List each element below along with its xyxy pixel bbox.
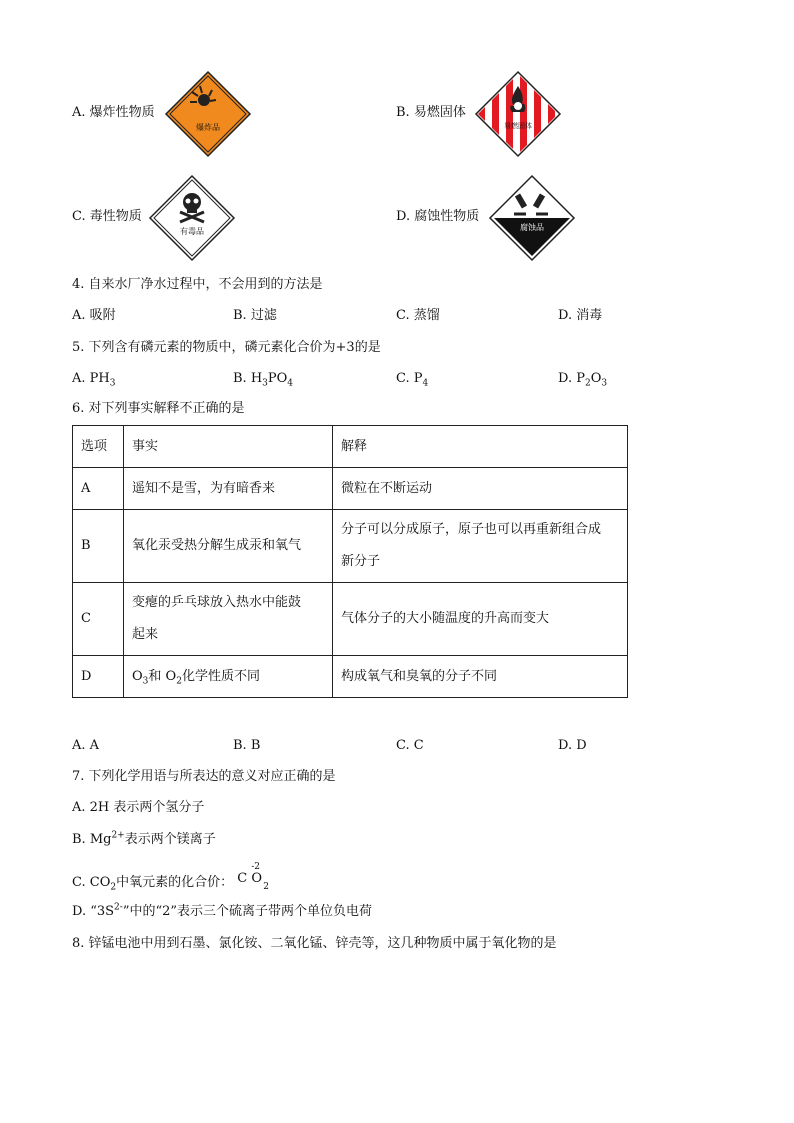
q5-option-b: B. $H_3PO_4$ <box>233 371 294 389</box>
table-row <box>73 468 628 510</box>
facts-table <box>72 425 628 698</box>
row-option: A <box>73 468 124 510</box>
row-explain: 分子可以分成原子，原子也可以再重新组合成 新分子 <box>333 510 628 583</box>
q4-option-b: B. 过滤 <box>233 308 277 323</box>
explosive-sign-icon <box>164 70 252 158</box>
valence-formula: -2 C O 2 <box>237 862 269 892</box>
row-fact: 变瘪的乒乓球放入热水中能鼓 起来 <box>124 583 333 656</box>
question-8: 8. 锌锰电池中用到石墨、氯化铵、二氧化锰、锌壳等，这几种物质中属于氧化物的是 <box>72 936 557 951</box>
flammable-sign-text: 易燃固体 <box>504 122 532 130</box>
option-d-label: D. 腐蚀性物质 <box>396 209 480 224</box>
header-explain: 解释 <box>333 426 628 468</box>
question-4: 4. 自来水厂净水过程中，不会用到的方法是 <box>72 277 323 292</box>
row-explain: 微粒在不断运动 <box>333 468 628 510</box>
corrosive-sign-text: 腐蚀品 <box>520 223 544 232</box>
explosive-sign-text: 爆炸品 <box>196 123 220 132</box>
q7-option-d: D. “$3S^{2-}$”中的“2”表示三个硫离子带两个单位负电荷 <box>72 902 373 919</box>
q4-option-d: D. 消毒 <box>558 308 603 323</box>
question-7: 7. 下列化学用语与所表达的意义对应正确的是 <box>72 769 336 784</box>
q6-option-a: A. A <box>72 738 100 753</box>
question-6: 6. 对下列事实解释不正确的是 <box>72 401 245 416</box>
q5-option-a: A. $PH_3$ <box>72 371 116 389</box>
q6-option-c: C. C <box>396 738 424 753</box>
row-option: C <box>73 583 124 656</box>
row-fact: 氧化汞受热分解生成汞和氧气 <box>124 510 333 583</box>
option-c-label: C. 毒性物质 <box>72 209 142 224</box>
option-b-label: B. 易燃固体 <box>396 105 466 120</box>
q6-option-d: D. D <box>558 738 587 753</box>
table-header-row <box>73 426 628 468</box>
row-fact: $O_3$和 $O_2$化学性质不同 <box>124 656 333 698</box>
table-row <box>73 583 628 656</box>
flammable-solid-sign-icon <box>474 70 562 158</box>
q4-option-a: A. 吸附 <box>72 308 116 323</box>
option-a-label: A. 爆炸性物质 <box>72 105 155 120</box>
q5-option-c: C. $P_4$ <box>396 371 429 389</box>
row-fact: 遥知不是雪，为有暗香来 <box>124 468 333 510</box>
toxic-sign-icon <box>148 174 236 262</box>
q7-option-a: A. 2H 表示两个氢分子 <box>72 800 205 815</box>
table-row <box>73 656 628 698</box>
header-fact: 事实 <box>124 426 333 468</box>
toxic-sign-text: 有毒品 <box>180 227 204 236</box>
header-option: 选项 <box>73 426 124 468</box>
question-5: 5. 下列含有磷元素的物质中，磷元素化合价为+3的是 <box>72 340 381 355</box>
q4-option-c: C. 蒸馏 <box>396 308 440 323</box>
q7-option-b: B. $Mg^{2+}$表示两个镁离子 <box>72 830 216 847</box>
row-explain: 构成氧气和臭氧的分子不同 <box>333 656 628 698</box>
row-explain: 气体分子的大小随温度的升高而变大 <box>333 583 628 656</box>
corrosive-sign-icon <box>488 174 576 262</box>
q7-option-c: C. $CO_2$中氧元素的化合价： -2 C O 2 <box>72 862 269 893</box>
table-row <box>73 510 628 583</box>
q6-option-b: B. B <box>233 738 261 753</box>
row-option: B <box>73 510 124 583</box>
row-option: D <box>73 656 124 698</box>
q5-option-d: D. $P_2O_3$ <box>558 371 608 389</box>
